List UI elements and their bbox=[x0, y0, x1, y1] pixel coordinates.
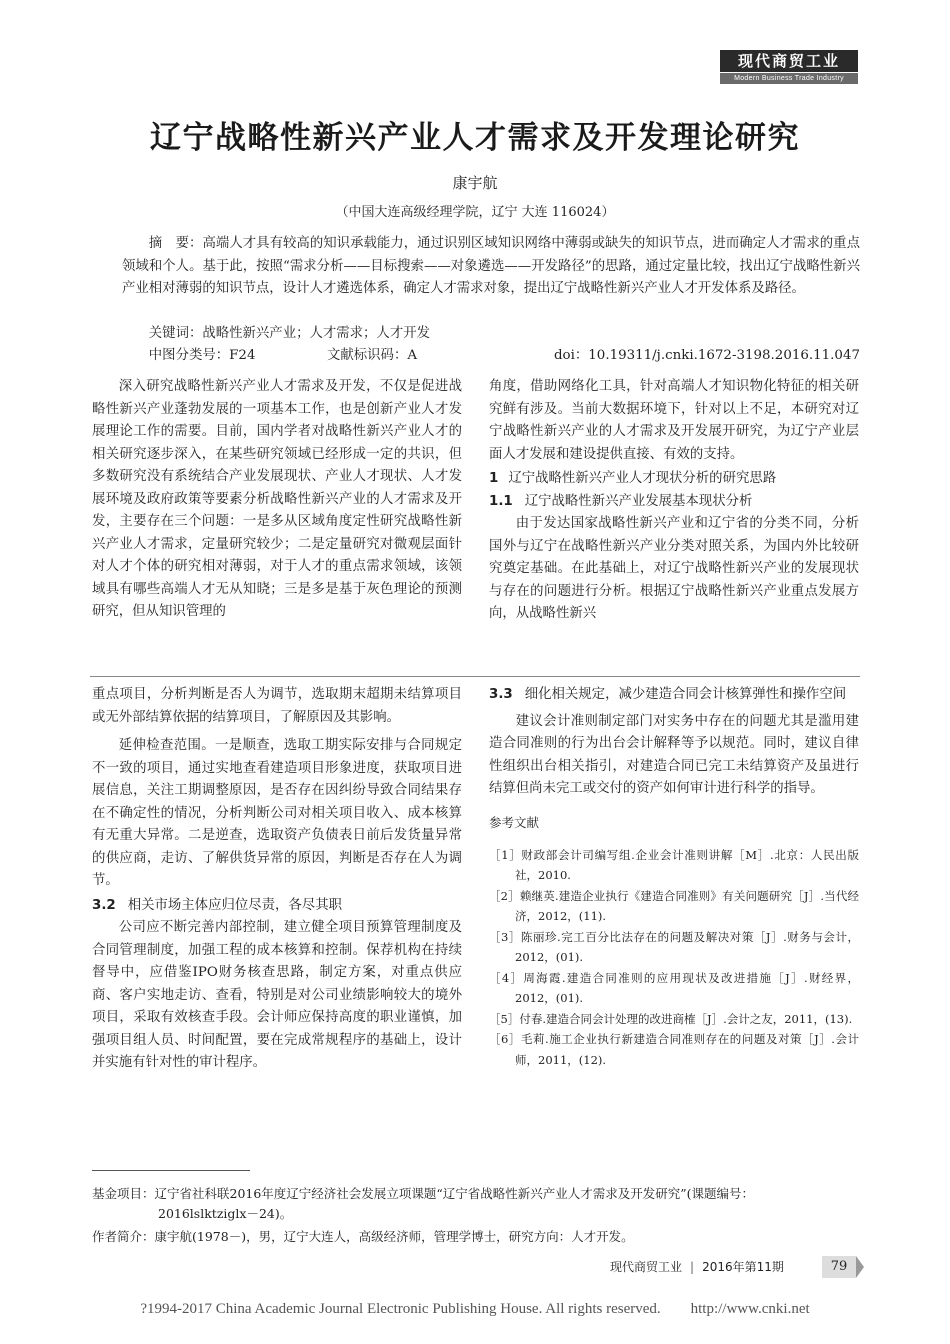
reference-item: ［3］陈丽珍.完工百分比法存在的问题及解决对策［J］.财务与会计，2012，(01). bbox=[489, 929, 859, 964]
journal-logo bbox=[720, 50, 858, 84]
author-bio: 作者简介：康宇航(1978－)，男，辽宁大连人，高级经济师，管理学博士，研究方向：人才开发。 bbox=[92, 1229, 634, 1244]
article-column-right bbox=[489, 376, 859, 626]
journal-logo-en: Modern Business Trade Industry bbox=[720, 73, 858, 84]
references-title: 参考文献 bbox=[489, 814, 540, 830]
author-affiliation: （中国大连高级经理学院，辽宁 大连 116024） bbox=[335, 205, 615, 220]
reference-item: ［6］毛莉.施工企业执行新建造合同准则存在的问题及对策［J］.会计师，2011，(12). bbox=[489, 1032, 859, 1067]
prev-article-column-left bbox=[92, 684, 462, 1075]
section-number: 1.1 bbox=[489, 493, 513, 509]
section-heading-1-1 bbox=[489, 491, 859, 514]
section-number: 1 bbox=[489, 471, 499, 486]
fund-info-continued: 2016lslktziglx－24)。 bbox=[158, 1205, 293, 1221]
doi: doi：10.19311/j.cnki.1672-3198.2016.11.047 bbox=[553, 348, 860, 363]
section-number: 3.3 bbox=[489, 687, 513, 702]
page-number: 79 bbox=[822, 1256, 856, 1278]
section-divider bbox=[90, 676, 860, 677]
body-paragraph: 由于发达国家战略性新兴产业和辽宁省的分类不同，分析国外与辽宁在战略性新兴产业分类对照关系，为国内外比较研究奠定基础。在此基础上，对辽宁战略性新兴产业的发展现状与存在的问题进行分析。根据辽宁战略性新兴产业重点发展方向，从战略性新兴 bbox=[489, 516, 859, 621]
intro-paragraph: 深入研究战略性新兴产业人才需求及开发，不仅是促进战略性新兴产业蓬勃发展的一项基本工作，也是创新产业人才发展理论工作的需要。目前，国内学者对战略性新兴产业人才的相关研究逐步深入，在某些研究领域已经形成一定的共识，但多数研究没有系统结合产业发展现状、产业人才现状、人才发展环境及政府政策等要素分析战略性新兴产业的人才需求及开发，主要存在三个问题：一是多从区域角度定性研究战略性新兴产业人才需求，定量研究较少；二是定量研究对微观层面针对人才个体的研究相对薄弱，对于人才的重点需求领域，该领域具有哪些高端人才无从知晓；三是多是基于灰色理论的预测研究，但从知识管理的 bbox=[92, 379, 462, 619]
author-name: 康宇航 bbox=[452, 174, 498, 192]
footer-journal-info bbox=[610, 1256, 784, 1278]
reference-item: ［5］付春.建造合同会计处理的改进商榷［J］.会计之友，2011，(13). bbox=[489, 1011, 853, 1026]
footer-journal-name: 现代商贸工业 bbox=[610, 1260, 683, 1274]
article-column-left bbox=[92, 376, 462, 624]
reference-item: ［2］赖继英.建造企业执行《建造合同准则》有关问题研究［J］.当代经济，2012，(11). bbox=[489, 888, 859, 923]
section-title: 辽宁战略性新兴产业人才现状分析的研究思路 bbox=[508, 471, 777, 486]
intro-paragraph-continued: 角度，借助网络化工具，针对高端人才知识物化特征的相关研究鲜有涉及。当前大数据环境下，针对以上不足，本研究对辽宁战略性新兴产业的人才需求及开发展开研究，为辽宁产业层面人才发展和建设提供直接、有效的支持。 bbox=[489, 379, 859, 462]
section-title: 相关市场主体应归位尽责，各尽其职 bbox=[127, 897, 342, 913]
abstract: 摘 要：高端人才具有较高的知识承载能力，通过识别区域知识网络中薄弱或缺失的知识节点，进而确定人才需求的重点领域和个人。基于此，按照“需求分析——目标搜索——对象遴选——开发路径”的思路，通过定量比较，找出辽宁战略性新兴产业相对薄弱的知识节点，设计人才遴选体系，确定人才需求对象，提出辽宁战略性新兴产业人才开发体系及路径。 bbox=[122, 236, 860, 296]
references-list bbox=[489, 845, 859, 1071]
journal-logo-cn: 现代商贸工业 bbox=[720, 50, 858, 72]
copyright-notice: ?1994-2017 China Academic Journal Electronic Publishing House. All rights reserved. http://www.cnki.net bbox=[140, 1301, 810, 1317]
footer-separator: | bbox=[690, 1260, 695, 1274]
footnote-rule bbox=[92, 1170, 250, 1171]
paper-title: 辽宁战略性新兴产业人才需求及开发理论研究 bbox=[150, 120, 800, 156]
clc-number: 中图分类号：F24 bbox=[148, 348, 256, 363]
keywords: 关键词：战略性新兴产业；人才需求；人才开发 bbox=[148, 326, 430, 341]
section-number: 3.2 bbox=[92, 897, 116, 913]
reference-item: ［4］周海霞.建造合同准则的应用现状及改进措施［J］.财经界，2012，(01). bbox=[489, 970, 859, 1005]
section-title: 辽宁战略性新兴产业发展基本现状分析 bbox=[524, 493, 753, 509]
body-paragraph: 建议会计准则制定部门对实务中存在的问题尤其是滥用建造合同准则的行为出台会计解释等予以规范。同时，建议自律性组织出台相关指引，对建造合同已完工未结算资产及虽进行结算但尚未完工或交付的资产如何审计进行科学的指导。 bbox=[489, 713, 859, 796]
body-paragraph: 公司应不断完善内部控制，建立健全项目预算管理制度及合同管理制度，加强工程的成本核算和控制。保荐机构在持续督导中，应借鉴IPO财务核查思路，制定方案，对重点供应商、客户实地走访、查看，特别是对公司业绩影响较大的境外项目，采取有效核查手段。会计师应保持高度的职业谨慎，加强项目组人员、时间配置，要在完成常规程序的基础上，设计并实施有针对性的审计程序。 bbox=[92, 920, 462, 1070]
section-heading-3-2 bbox=[92, 895, 462, 918]
reference-item: ［1］财政部会计司编写组.企业会计准则讲解［M］.北京：人民出版社，2010. bbox=[489, 847, 859, 882]
body-paragraph: 延伸检查范围。一是顺查，选取工期实际安排与合同规定不一致的项目，通过实地查看建造项目形象进度，获取项目进展信息，关注工期调整原因，是否存在因纠纷导致合同结果存在不确定性的情况，分析判断公司对相关项目收入、成本核算有无重大异常。二是逆查，选取资产负债表日前后发货量异常的供应商，走访、了解供货异常的原因，判断是否存在人为调节。 bbox=[92, 738, 462, 888]
fund-info: 基金项目：辽宁省社科联2016年度辽宁经济社会发展立项课题“辽宁省战略性新兴产业人才需求及开发研究”(课题编号： bbox=[92, 1186, 754, 1201]
page-arrow-icon bbox=[856, 1256, 864, 1278]
footer-issue: 2016年第11期 bbox=[702, 1260, 784, 1274]
prev-article-column-right bbox=[489, 684, 859, 1070]
document-code: 文献标识码：A bbox=[327, 348, 418, 363]
section-heading-3-3 bbox=[489, 684, 859, 707]
footnote bbox=[92, 1184, 862, 1247]
section-title: 细化相关规定，减少建造合同会计核算弹性和操作空间 bbox=[524, 687, 847, 702]
section-heading-1 bbox=[489, 468, 859, 491]
body-paragraph: 重点项目，分析判断是否人为调节，选取期末超期未结算项目或无外部结算依据的结算项目，了解原因及其影响。 bbox=[92, 687, 462, 725]
